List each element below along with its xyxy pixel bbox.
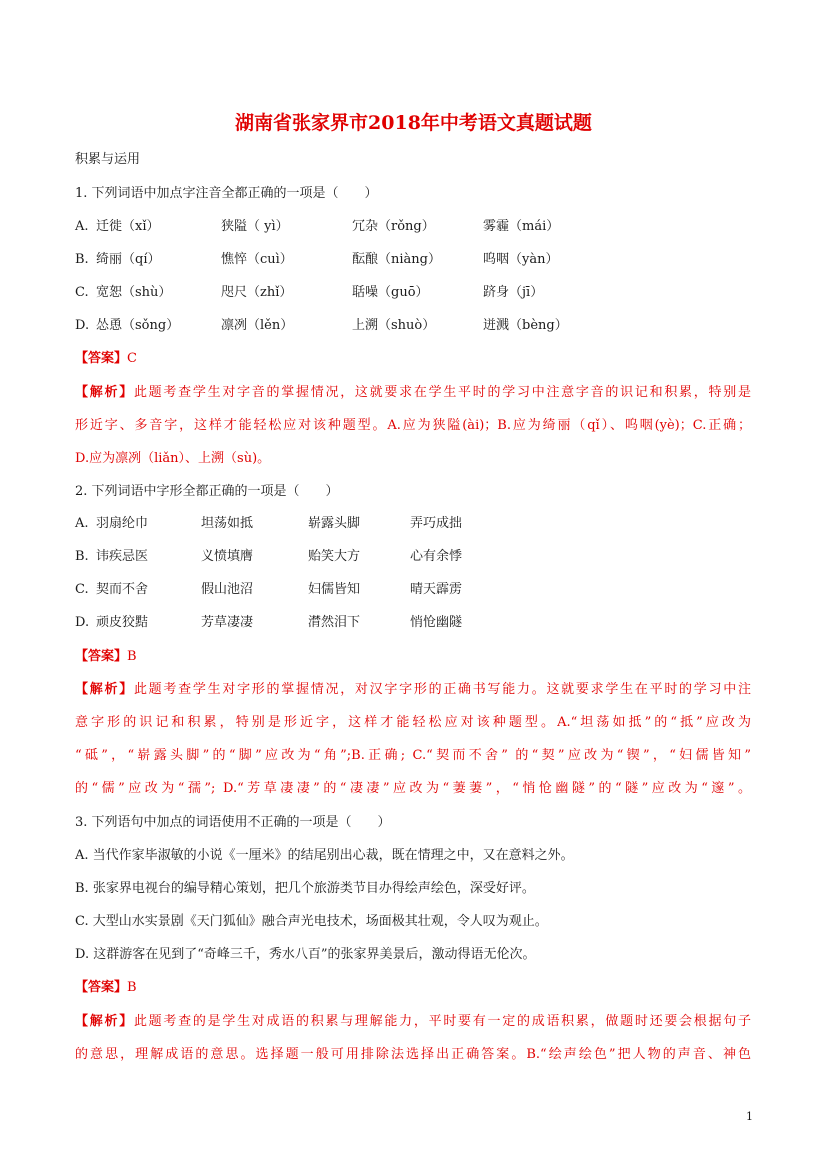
option-item: 心有余悸 — [410, 549, 463, 564]
page-title: 湖南省张家界市2018年中考语文真题试题 — [235, 112, 592, 134]
option-item: 妇儒皆知 — [308, 582, 361, 597]
option-item: 顽皮狡黠 — [96, 615, 149, 630]
option-item: 憔悴（cuì） — [221, 252, 293, 267]
option-label: A. — [75, 219, 89, 234]
option-item: 崭露头脚 — [308, 516, 361, 531]
option-item: 羽扇纶巾 — [96, 516, 149, 531]
option-item: 迸溅（bèng） — [483, 318, 568, 333]
question-3-option: C. 大型山水实景剧《天门狐仙》融合声光电技术，场面极其壮观，令人叹为观止。 — [75, 914, 548, 929]
option-label: A. — [75, 516, 89, 531]
option-item: 契而不舍 — [96, 582, 149, 597]
option-label: C. — [75, 582, 89, 597]
option-item: 上溯（shuò） — [352, 318, 436, 333]
option-item: 雾霾（mái） — [483, 219, 560, 234]
page-number: 1 — [746, 1110, 753, 1123]
section-heading: 积累与运用 — [75, 152, 141, 167]
option-item: 聒噪（guō） — [352, 285, 429, 300]
answer-value: B — [127, 980, 137, 995]
answer-label: 【答案】 — [75, 980, 128, 995]
question-3-analysis-line — [75, 1013, 751, 1031]
option-item: 讳疾忌医 — [96, 549, 149, 564]
option-item: 假山池沼 — [201, 582, 254, 597]
option-item: 跻身（jī） — [483, 285, 544, 300]
question-1-analysis-line — [75, 384, 751, 402]
option-item: 凛冽（lěn） — [221, 318, 294, 333]
answer-label: 【答案】 — [75, 649, 128, 664]
analysis-label: 【解析】 — [75, 385, 134, 400]
option-item: 冗杂（rǒng） — [352, 219, 435, 234]
analysis-label: 【解析】 — [75, 682, 134, 697]
question-3-analysis-line: 的意思，理解成语的意思。选择题一般可用排除法选择出正确答案。B.“绘声绘色”把人物的声音、神色 — [75, 1047, 751, 1062]
option-item: 弄巧成拙 — [410, 516, 463, 531]
option-item: 义愤填膺 — [201, 549, 254, 564]
option-item: 绮丽（qí） — [96, 252, 161, 267]
answer-label: 【答案】 — [75, 351, 128, 366]
analysis-text: 此题考查学生对字音的掌握情况，这就要求在学生平时的学习中注意字音的识记和积累，特别是 — [133, 385, 751, 400]
option-label: B. — [75, 549, 89, 564]
option-item: 宽恕（shù） — [96, 285, 172, 300]
option-item: 迁徙（xǐ） — [96, 219, 160, 234]
question-3-stem: 3. 下列语句中加点的词语使用不正确的一项是（ ） — [75, 815, 391, 830]
question-2-analysis-line: 意字形的识记和积累，特别是形近字，这样才能轻松应对该种题型。A.“坦荡如抵”的“抵”应改为 — [75, 715, 751, 730]
analysis-text: 此题考查的是学生对成语的积累与理解能力，平时要有一定的成语积累，做题时还要会根据句子 — [133, 1014, 751, 1029]
answer-value: B — [127, 649, 137, 664]
option-label: D. — [75, 318, 90, 333]
question-1-analysis-line: 形近字、多音字，这样才能轻松应对该种题型。A.应为狭隘(ài)；B.应为绮丽（qǐ）、呜咽(yè)；C.正确； — [75, 418, 751, 433]
option-label: D. — [75, 615, 90, 630]
option-item: 坦荡如抵 — [201, 516, 254, 531]
question-2-analysis-line: 的“儒”应改为“孺”; D.“芳草凄凄”的“凄凄”应改为“萋萋”，“悄怆幽隧”的“隧”应改为“邃”。 — [75, 781, 751, 796]
question-1-answer — [75, 350, 137, 368]
option-item: 怂恿（sǒng） — [96, 318, 180, 333]
option-item: 悄怆幽隧 — [410, 615, 463, 630]
question-1-stem: 1. 下列词语中加点字注音全都正确的一项是（ ） — [75, 186, 378, 201]
option-label: C. — [75, 285, 89, 300]
option-item: 芳草凄凄 — [201, 615, 254, 630]
option-item: 狭隘（ yì） — [221, 219, 289, 234]
option-item: 贻笑大方 — [308, 549, 361, 564]
option-item: 酝酿（niàng） — [352, 252, 441, 267]
option-item: 呜咽（yàn） — [483, 252, 559, 267]
question-3-answer — [75, 979, 137, 997]
option-item: 潸然泪下 — [308, 615, 361, 630]
question-2-analysis-line — [75, 681, 751, 699]
option-item: 晴天霹雳 — [410, 582, 463, 597]
analysis-text: 此题考查学生对字形的掌握情况，对汉字字形的正确书写能力。这就要求学生在平时的学习中注 — [133, 682, 751, 697]
answer-value: C — [127, 351, 137, 366]
analysis-label: 【解析】 — [75, 1014, 134, 1029]
option-label: B. — [75, 252, 89, 267]
question-2-answer — [75, 648, 137, 666]
question-3-option: A. 当代作家毕淑敏的小说《一厘米》的结尾别出心裁，既在情理之中，又在意料之外。 — [75, 848, 574, 863]
question-3-option: D. 这群游客在见到了“奇峰三千，秀水八百”的张家界美景后，激动得语无伦次。 — [75, 947, 536, 962]
question-2-analysis-line: “砥”，“崭露头脚”的“脚”应改为“角”;B.正确; C.“契而不舍” 的“契”应改为“锲”，“妇儒皆知” — [75, 748, 751, 763]
question-1-analysis-line: D.应为凛冽（liǎn）、上溯（sù)。 — [75, 451, 271, 466]
question-2-stem: 2. 下列词语中字形全都正确的一项是（ ） — [75, 484, 339, 499]
question-3-option: B. 张家界电视台的编导精心策划，把几个旅游类节目办得绘声绘色，深受好评。 — [75, 881, 535, 896]
option-item: 咫尺（zhǐ） — [221, 285, 293, 300]
